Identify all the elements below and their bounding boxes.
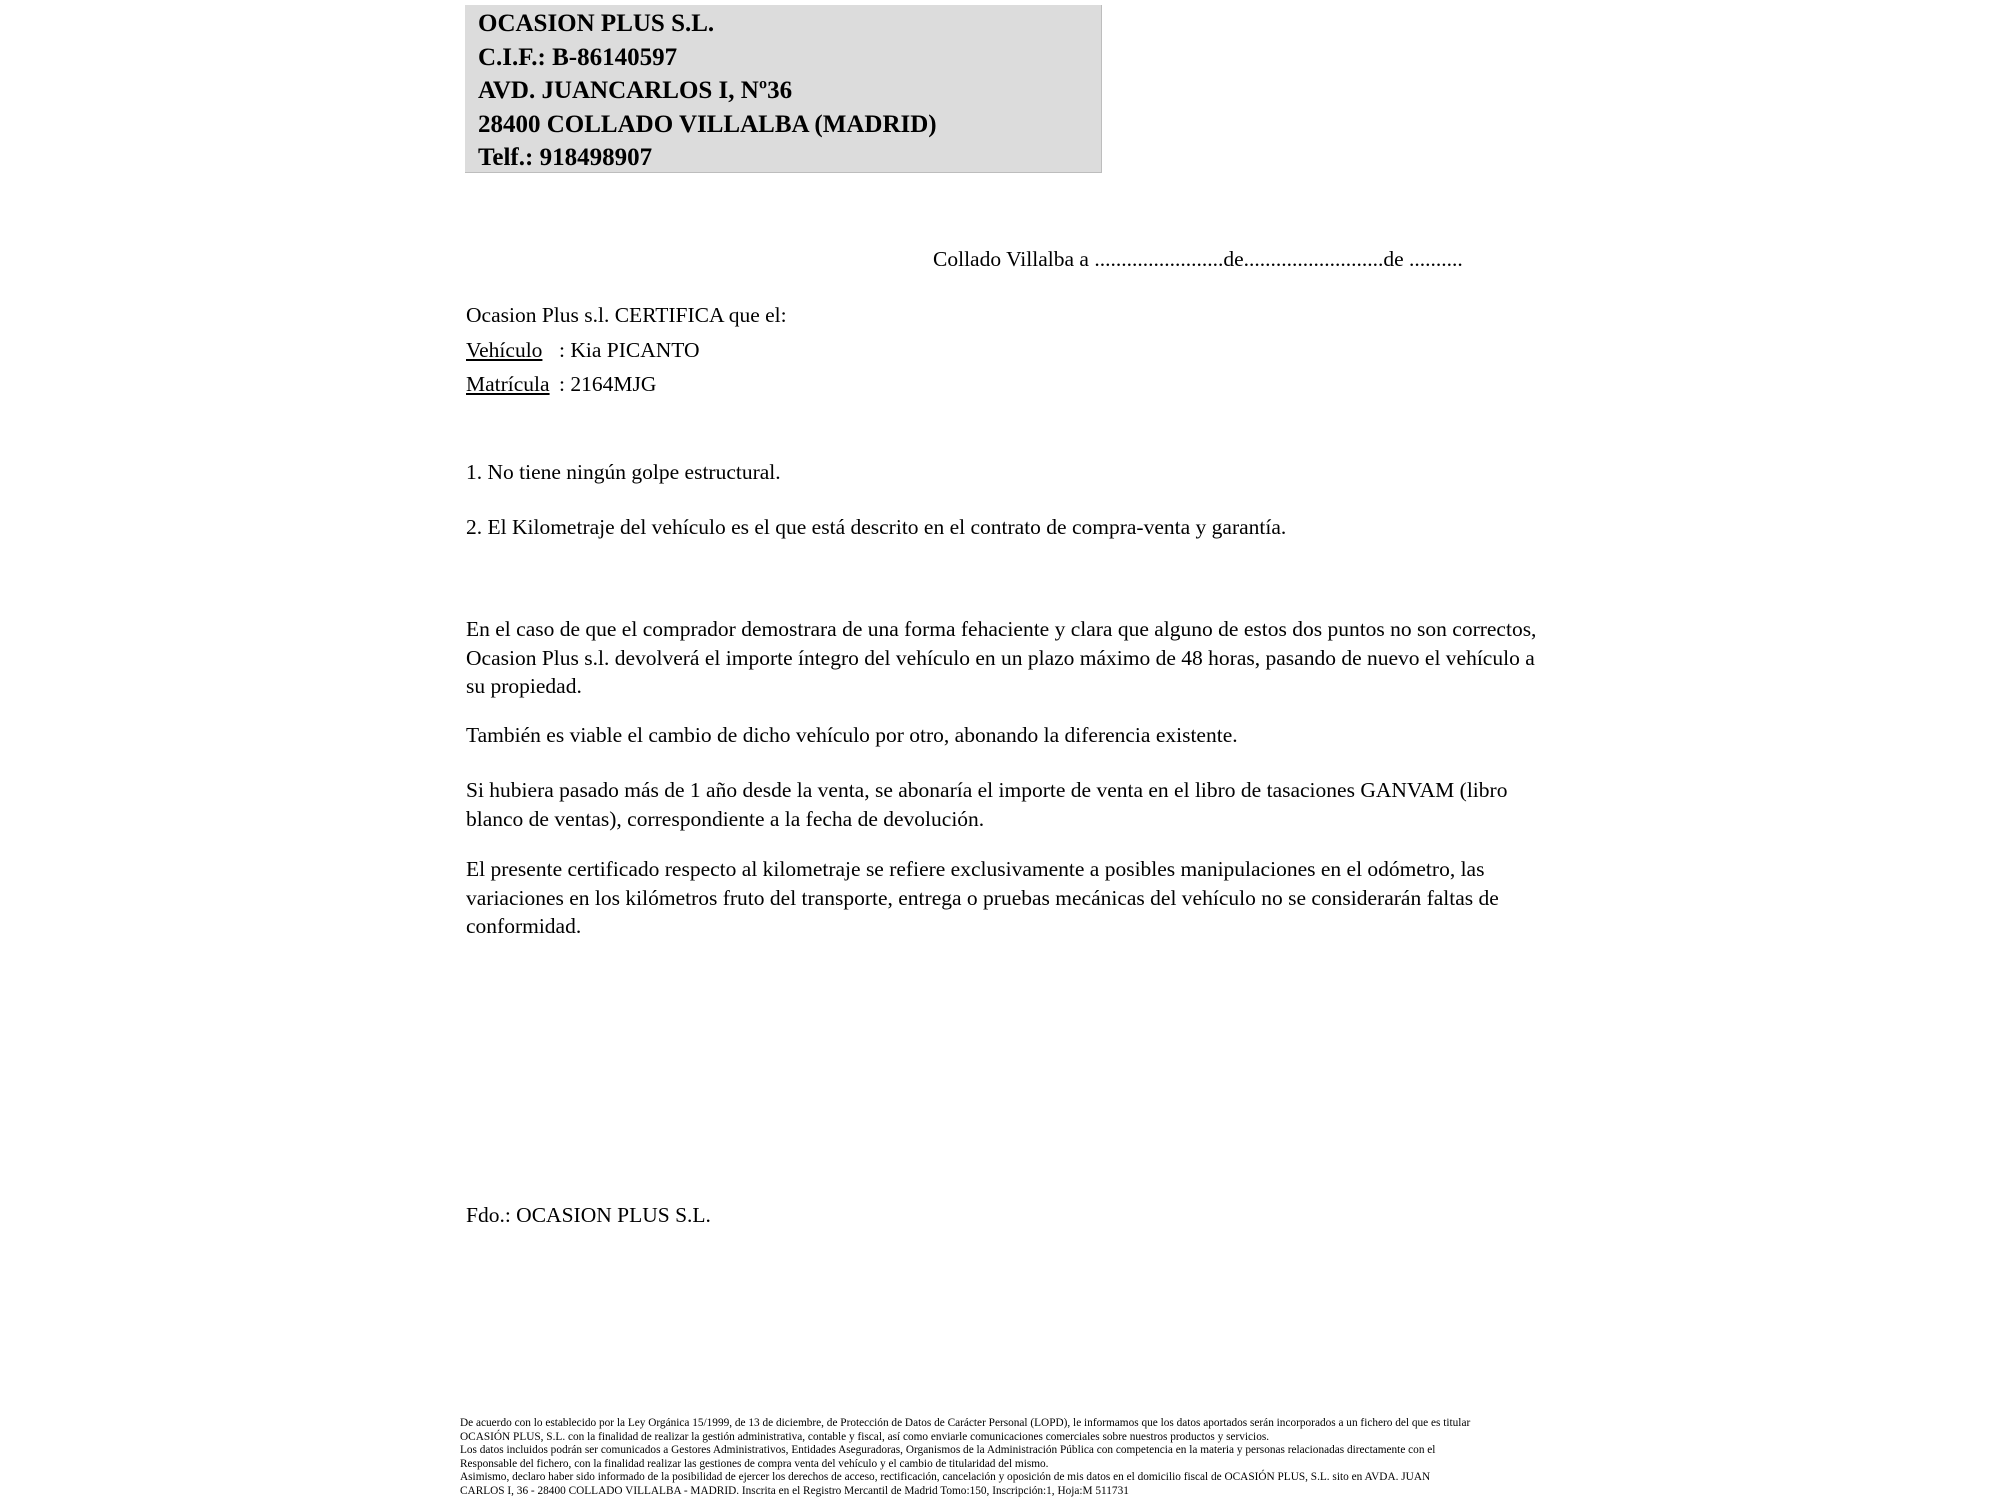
company-cif: C.I.F.: B-86140597 [478, 43, 678, 71]
ganvam-paragraph: Si hubiera pasado más de 1 año desde la venta, se abonaría el importe de venta en el libro de tasaciones GANVAM (libro blanco de ventas), correspondiente a la fecha de devolución. [466, 778, 1508, 831]
exchange-paragraph: También es viable el cambio de dicho vehículo por otro, abonando la diferencia existente. [466, 722, 1238, 747]
plate-value: 2164MJG [570, 372, 657, 396]
company-address: AVD. JUANCARLOS I, Nº36 [478, 77, 793, 104]
vehicle-label: Vehículo [466, 337, 543, 362]
plate-row [466, 367, 787, 402]
legal-notice [460, 1417, 1470, 1499]
certified-point-1: 1. No tiene ningún golpe estructural. [466, 460, 781, 484]
certificate-section [466, 298, 787, 402]
signature-line: Fdo.: OCASION PLUS S.L. [466, 1203, 711, 1227]
legal-line-3: Los datos incluidos podrán ser comunicados a Gestores Administrativos, Entidades Aseguradoras, Organismos de la Administración Pública con competencia en la materia y personas relacionadas directamente con el [460, 1444, 1436, 1457]
certified-points [466, 458, 1286, 541]
legal-line-4: Responsable del fichero, con la finalidad realizar las gestiones de compra venta del vehículo y el cambio de titularidad del mismo. [460, 1457, 1049, 1470]
company-city: 28400 COLLADO VILLALBA (MADRID) [478, 110, 937, 138]
legal-line-2: OCASIÓN PLUS, S.L. con la finalidad de realizar la gestión administrativa, contable y fiscal, así como enviarle comunicaciones comerciales sobre nuestros productos y servicios. [460, 1430, 1270, 1443]
legal-line-6: CARLOS I, 36 - 28400 COLLADO VILLALBA - MADRID. Inscrita en el Registro Mercantil de Madrid Tomo:150, Inscripción:1, Hoja:M 511731 [460, 1484, 1129, 1497]
vehicle-separator: : [559, 337, 571, 362]
plate-separator: : [559, 372, 571, 396]
body-paragraphs [466, 615, 1546, 941]
plate-label: Matrícula [466, 372, 550, 396]
refund-paragraph: En el caso de que el comprador demostrara de una forma fehaciente y clara que alguno de estos dos puntos no son correctos, Ocasion Plus s.l. devolverá el importe íntegro del vehículo en un plazo máximo de 48 horas, pasando de nuevo el vehículo a su propiedad. [466, 617, 1537, 698]
legal-line-1: De acuerdo con lo establecido por la Ley Orgánica 15/1999, de 13 de diciembre, de Protección de Datos de Carácter Personal (LOPD), le informamos que los datos aportados serán incorporados a un fichero del que es titular [460, 1417, 1471, 1429]
vehicle-row [466, 333, 787, 368]
vehicle-label-wrap [466, 333, 559, 368]
company-phone: Telf.: 918498907 [478, 144, 653, 171]
plate-label-wrap [466, 367, 559, 402]
date-line: Collado Villalba a ........................de..........................de .......... [933, 247, 1463, 271]
company-name: OCASION PLUS S.L. [478, 10, 715, 37]
certifies-heading: Ocasion Plus s.l. CERTIFICA que el: [466, 303, 787, 327]
vehicle-value: Kia PICANTO [570, 337, 700, 362]
odometer-paragraph: El presente certificado respecto al kilometraje se refiere exclusivamente a posibles manipulaciones en el odómetro, las variaciones en los kilómetros fruto del transporte, entrega o pruebas mecánicas del vehículo no se considerarán faltas de conformidad. [466, 857, 1499, 938]
company-header-block [465, 5, 1102, 173]
certified-point-2: 2. El Kilometraje del vehículo es el que está descrito en el contrato de compra-venta y garantía. [466, 514, 1287, 539]
legal-line-5: Asimismo, declaro haber sido informado de la posibilidad de ejercer los derechos de acceso, rectificación, cancelación y oposición de mis datos en el domicilio fiscal de OCASIÓN PLUS, S.L. sito en AVDA. JUAN [460, 1471, 1431, 1484]
